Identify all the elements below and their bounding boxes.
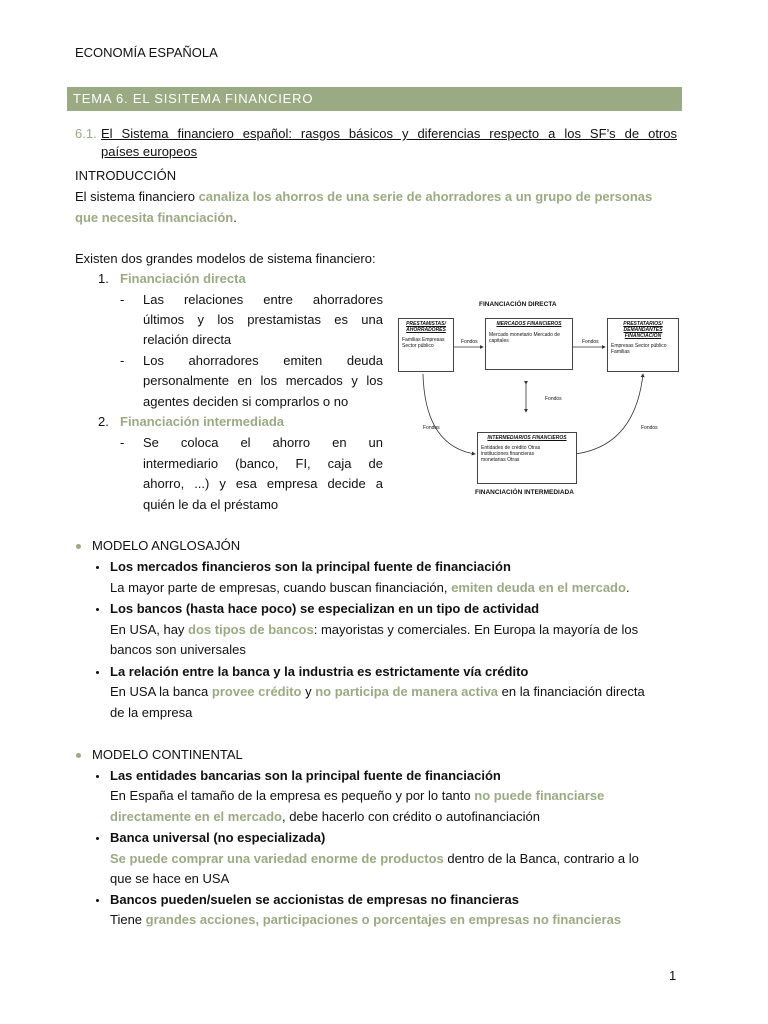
page-number: 1: [669, 968, 677, 983]
model2-number: 2.: [98, 414, 109, 429]
model2-b1-line1: Se coloca el ahorro en un: [143, 435, 383, 450]
bullet-icon: [76, 544, 81, 549]
anglo-p1-a: La mayor parte de empresas, cuando buscan financiación,: [110, 580, 452, 595]
model2-title: Financiación intermediada: [120, 414, 284, 429]
anglo-point2-line1: [110, 622, 638, 637]
bullet-icon: [96, 775, 99, 778]
model1-title: Financiación directa: [120, 271, 246, 286]
fondos-label-3: Fondos: [545, 396, 562, 402]
continental-point2-line1: [110, 851, 639, 866]
box-lenders-title: PRESTAMISTAS/ AHORRADORES: [406, 321, 446, 333]
models-intro: Existen dos grandes modelos de sistema financiero:: [75, 251, 376, 266]
model2-b1-line3: ahorro, ...) y esa empresa decide a: [143, 476, 383, 491]
box-borrowers-title: PRESTATARIOS/ DEMANDANTES FINANCIACIÓN: [623, 321, 663, 339]
model1-b1-line3: relación directa: [143, 332, 232, 347]
bullet-icon: [96, 671, 99, 674]
anglo-point2-line2: bancos son universales: [110, 642, 246, 657]
section-title-line2: países europeos: [101, 144, 198, 159]
cont-p2-b: dentro de la Banca, contrario a lo: [443, 851, 639, 866]
fondos-label-4: Fondos: [423, 425, 440, 431]
continental-point1-line1: [110, 788, 604, 803]
cont-p1-d: , debe hacerlo con crédito o autofinanciación: [281, 809, 540, 824]
document-header: ECONOMÍA ESPAÑOLA: [75, 45, 218, 60]
anglo-p1-highlight: emiten deuda en el mercado: [451, 580, 626, 595]
continental-heading: MODELO CONTINENTAL: [92, 747, 243, 762]
arrow-left-curve: [423, 374, 475, 454]
model1-b2-line3: agentes deciden si comprarlos o no: [143, 394, 349, 409]
bullet-icon: [96, 608, 99, 611]
continental-point3-title: Bancos pueden/suelen se accionistas de empresas no financieras: [110, 892, 519, 907]
bullet-icon: [96, 566, 99, 569]
fondos-label-5: Fondos: [641, 425, 658, 431]
section-title-line1: El Sistema financiero español: rasgos básicos y diferencias respecto a los SF’s de otros: [101, 126, 677, 141]
model1-number: 1.: [98, 271, 109, 286]
anglo-p3-highlight2: no participa de manera activa: [315, 684, 499, 699]
section-number: 6.1.: [75, 126, 97, 141]
anglo-p2-c: : mayoristas y comerciales. En Europa la mayoría de los: [313, 622, 639, 637]
financing-diagram: [395, 296, 685, 502]
fondos-label-1: Fondos: [461, 339, 478, 345]
model2-b1-line2: intermediario (banco, FI, caja de: [143, 456, 383, 471]
cont-p1-highlight2: directamente en el mercado: [110, 809, 282, 824]
anglo-point3-title: La relación entre la banca y la industria es estrictamente vía crédito: [110, 664, 529, 679]
anglo-p1-c: .: [625, 580, 630, 595]
anglo-point1-title: Los mercados financieros son la principal fuente de financiación: [110, 559, 511, 574]
arrow-right-curve: [575, 374, 643, 454]
box-markets-items: Mercado monetario Mercado de capitales: [489, 332, 560, 344]
anglo-p3-highlight1: provee crédito: [211, 684, 302, 699]
anglo-p3-e: en la financiación directa: [498, 684, 645, 699]
chapter-banner: TEMA 6. EL SISITEMA FINANCIERO: [67, 87, 682, 111]
intro-highlight: canaliza los ahorros de una serie de ahorradores a un grupo de personas: [198, 189, 653, 204]
bullet-icon: [76, 753, 81, 758]
anglo-point1-text: [110, 580, 630, 595]
continental-point3-line1: [110, 912, 621, 927]
box-markets: [485, 318, 573, 370]
anglo-p2-highlight: dos tipos de bancos: [188, 622, 314, 637]
box-lenders: [398, 318, 454, 372]
intro-paragraph-line2: [75, 210, 237, 225]
intro-heading: INTRODUCCIÓN: [75, 168, 177, 183]
intro-highlight-2: que necesita financiación: [75, 210, 234, 225]
model1-b2-line1: Los ahorradores emiten deuda: [143, 353, 383, 368]
model1-b2-line2: personalmente en los mercados y los: [143, 373, 383, 388]
cont-p3-a: Tiene: [110, 912, 146, 927]
anglo-point3-line1: [110, 684, 645, 699]
model2-dash1: -: [120, 435, 125, 450]
box-borrowers: [607, 318, 679, 372]
bullet-icon: [96, 899, 99, 902]
anglo-heading: MODELO ANGLOSAJÓN: [92, 538, 241, 553]
anglo-point2-title: Los bancos (hasta hace poco) se especializan en un tipo de actividad: [110, 601, 540, 616]
box-lenders-items: Familias Empresas Sector público: [402, 337, 445, 349]
intro-text: El sistema financiero: [75, 189, 199, 204]
continental-point1-title: Las entidades bancarias son la principal fuente de financiación: [110, 768, 501, 783]
anglo-p3-c: y: [301, 684, 316, 699]
box-intermediaries-title: INTERMEDIARIOS FINANCIEROS: [487, 435, 567, 441]
bullet-icon: [96, 837, 99, 840]
cont-p3-highlight: grandes acciones, participaciones o porcentajes en empresas no financieras: [145, 912, 622, 927]
model1-b1-line2: últimos y los prestamistas es una: [143, 312, 383, 327]
anglo-p3-a: En USA la banca: [110, 684, 212, 699]
anglo-p2-a: En USA, hay: [110, 622, 189, 637]
cont-p1-highlight1: no puede financiarse: [474, 788, 605, 803]
anglo-point3-line2: de la empresa: [110, 705, 193, 720]
diagram-title-bottom: FINANCIACIÓN INTERMEDIADA: [475, 489, 574, 496]
model1-dash1: -: [120, 292, 125, 307]
cont-p2-highlight: Se puede comprar una variedad enorme de productos: [110, 851, 444, 866]
continental-point1-line2: [110, 809, 540, 824]
box-markets-title: MERCADOS FINANCIEROS: [496, 321, 562, 327]
fondos-label-2: Fondos: [582, 339, 599, 345]
model1-b1-line1: Las relaciones entre ahorradores: [143, 292, 383, 307]
model1-dash2: -: [120, 353, 125, 368]
box-borrowers-items: Empresas Sector público Familias: [611, 343, 667, 355]
intro-paragraph-line1: [75, 189, 680, 204]
intro-period: .: [233, 210, 237, 225]
box-intermediaries: [477, 432, 577, 484]
cont-p1-a: En España el tamaño de la empresa es pequeño y por lo tanto: [110, 788, 475, 803]
diagram-title-top: FINANCIACIÓN DIRECTA: [479, 301, 557, 308]
box-intermediaries-items: Entidades de crédito Otras instituciones financieras monetarias Otras: [481, 445, 541, 463]
continental-point2-title: Banca universal (no especializada): [110, 830, 326, 845]
model2-b1-line4: quién le da el préstamo: [143, 497, 279, 512]
continental-point2-line2: que se hace en USA: [110, 871, 230, 886]
